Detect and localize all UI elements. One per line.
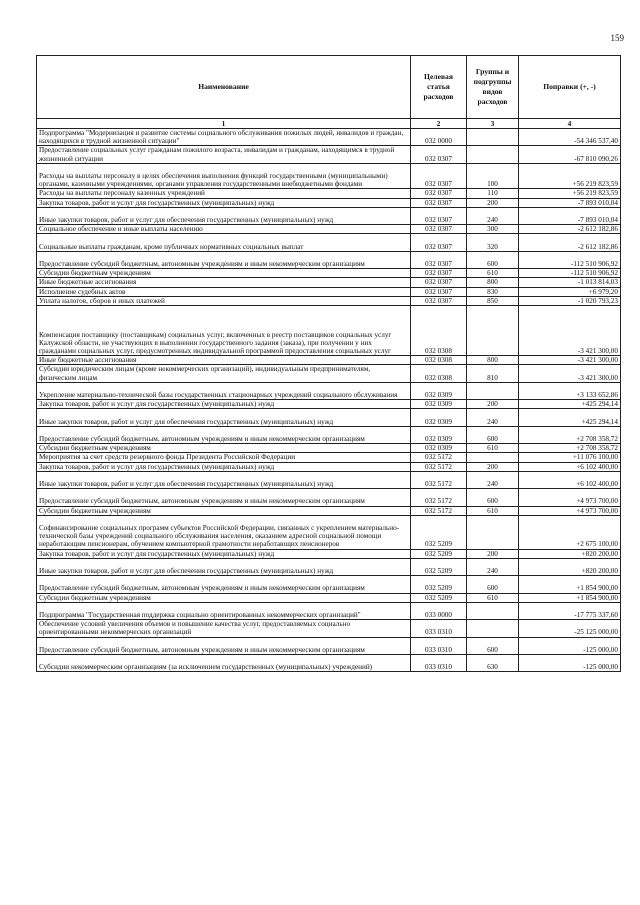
row-amount: +820 200,00 [519,549,621,558]
row-name: Предоставление субсидий бюджетным, автономным учреждениям и иным некоммерческим организациям [37,426,411,443]
row-group-code: 800 [467,278,519,287]
table-row [37,225,621,234]
row-amount: +56 219 823,59 [519,189,621,198]
table-row [37,129,621,146]
row-group-code [467,515,519,549]
row-target-code: 032 0307 [411,225,467,234]
row-target-code: 032 0307 [411,189,467,198]
row-amount: +2 708 358,72 [519,444,621,453]
row-name: Социальные выплаты гражданам, кроме публичных нормативных социальных выплат [37,234,411,251]
table-row [37,593,621,602]
row-name: Софинансирование социальных программ субъектов Российской Федерации, связанных с укреплением материально-технической базы учреждений социального обслуживания населения, оказанием адресной социальной помощи неработающим пенсионерам, обучением компьютерной грамотности неработающих пенсионеров [37,515,411,549]
row-group-code: 320 [467,234,519,251]
row-amount: +56 219 823,59 [519,163,621,189]
row-amount: -125 000,00 [519,637,621,654]
row-name: Расходы на выплаты персоналу казенных учреждений [37,189,411,198]
row-group-code: 800 [467,356,519,365]
row-group-code [467,382,519,399]
row-group-code: 610 [467,269,519,278]
table-row [37,207,621,224]
row-target-code: 032 0309 [411,409,467,426]
header-group: Группы и подгруппы видов расходов [467,56,519,119]
row-target-code: 032 0308 [411,365,467,382]
row-target-code: 032 0308 [411,306,467,356]
row-name: Закупка товаров, работ и услуг для государственных (муниципальных) нужд [37,462,411,471]
column-number: 4 [519,119,621,129]
table-row [37,489,621,506]
row-amount: -7 893 010,04 [519,207,621,224]
row-name: Расходы на выплаты персоналу в целях обеспечения выполнения функций государственными (муниципальными) органами, казенными учреждениями, органами управления государственными внебюджетными фондами [37,163,411,189]
row-amount: -2 612 182,86 [519,225,621,234]
row-target-code: 032 5172 [411,489,467,506]
column-number-row [37,119,621,129]
table-row [37,251,621,268]
row-group-code: 630 [467,654,519,671]
row-group-code: 810 [467,365,519,382]
row-target-code: 032 0307 [411,269,467,278]
row-target-code: 032 0307 [411,198,467,207]
table-row [37,409,621,426]
row-name: Обеспечение условий увеличения объемов и повышение качества услуг, предоставляемых социально ориентированными некоммерческих организаций [37,620,411,637]
table-row [37,287,621,296]
row-group-code: 600 [467,637,519,654]
row-amount: -1 013 814,03 [519,278,621,287]
row-target-code: 033 0310 [411,620,467,637]
table-row [37,654,621,671]
table-row [37,620,621,637]
table-row [37,382,621,399]
row-amount: +425 294,14 [519,400,621,409]
row-name: Субсидии бюджетным учреждениям [37,444,411,453]
row-name: Компенсация поставщику (поставщикам) социальных услуг, включенных в реестр поставщиков социальных услуг Калужской области, не участвующих в выполнении государственного задания (заказа), при получении у них гражданами социальных услуг, предусмотренных индивидуальной программой предоставления социальных услуг [37,306,411,356]
table-row [37,515,621,549]
row-target-code: 032 5172 [411,453,467,462]
table-row [37,356,621,365]
table-row [37,234,621,251]
row-group-code: 240 [467,207,519,224]
table-row [37,462,621,471]
row-target-code: 032 5209 [411,558,467,575]
table-row [37,146,621,163]
table-row [37,278,621,287]
row-amount: -7 893 010,04 [519,198,621,207]
row-group-code: 300 [467,225,519,234]
row-group-code [467,620,519,637]
row-amount: +1 854 900,00 [519,593,621,602]
row-amount: +3 133 652,86 [519,382,621,399]
row-amount: -54 346 537,40 [519,129,621,146]
row-name: Предоставление субсидий бюджетным, автономным учреждениям и иным некоммерческим организациям [37,637,411,654]
column-number: 3 [467,119,519,129]
row-name: Предоставление субсидий бюджетным, автономным учреждениям и иным некоммерческим организациям [37,576,411,593]
row-group-code: 610 [467,593,519,602]
header-target: Целевая статья расходов [411,56,467,119]
row-name: Субсидии бюджетным учреждениям [37,506,411,515]
row-amount: +6 102 400,00 [519,462,621,471]
row-group-code: 600 [467,251,519,268]
table-row [37,296,621,305]
row-amount: +2 675 100,00 [519,515,621,549]
row-name: Иные закупки товаров, работ и услуг для обеспечения государственных (муниципальных) нужд [37,409,411,426]
row-name: Предоставление субсидий бюджетным, автономным учреждениям и иным некоммерческим организациям [37,489,411,506]
row-target-code: 033 0000 [411,602,467,619]
row-amount: +4 973 700,00 [519,489,621,506]
table-row [37,400,621,409]
row-name: Субсидии бюджетным учреждениям [37,593,411,602]
row-amount: +6 979,20 [519,287,621,296]
row-group-code: 110 [467,189,519,198]
table-row [37,189,621,198]
table-row [37,163,621,189]
row-target-code: 032 5172 [411,462,467,471]
row-name: Предоставление социальных услуг гражданам пожилого возраста, инвалидам и гражданам, находящимся в трудной жизненной ситуации [37,146,411,163]
row-name: Социальное обеспечение и иные выплаты населению [37,225,411,234]
row-target-code: 032 0309 [411,382,467,399]
row-amount: -25 125 000,00 [519,620,621,637]
table-row [37,269,621,278]
row-target-code: 032 0307 [411,163,467,189]
row-target-code: 032 0307 [411,146,467,163]
row-target-code: 032 0307 [411,207,467,224]
row-target-code: 032 0309 [411,444,467,453]
row-target-code: 032 5172 [411,506,467,515]
column-number: 2 [411,119,467,129]
row-name: Уплата налогов, сборов и иных платежей [37,296,411,305]
table-row [37,602,621,619]
row-target-code: 032 0307 [411,287,467,296]
table-row [37,549,621,558]
row-group-code [467,129,519,146]
table-row [37,198,621,207]
row-name: Предоставление субсидий бюджетным, автономным учреждениям и иным некоммерческим организациям [37,251,411,268]
row-group-code: 830 [467,287,519,296]
table-row [37,471,621,488]
row-amount: +425 294,14 [519,409,621,426]
row-amount: -125 000,00 [519,654,621,671]
row-group-code [467,146,519,163]
row-target-code: 032 5209 [411,515,467,549]
row-group-code: 100 [467,163,519,189]
row-name: Укрепление материально-технической базы государственных стационарных учреждений социального обслуживания [37,382,411,399]
row-group-code: 240 [467,558,519,575]
table-row [37,306,621,356]
row-target-code: 032 5209 [411,576,467,593]
row-group-code: 610 [467,506,519,515]
table-row [37,444,621,453]
row-amount: +1 854 900,00 [519,576,621,593]
row-group-code [467,306,519,356]
row-target-code: 032 0307 [411,278,467,287]
row-name: Иные бюджетные ассигнования [37,278,411,287]
row-group-code: 600 [467,489,519,506]
row-amount: +6 102 400,00 [519,471,621,488]
header-amendment: Поправки (+, -) [519,56,621,119]
row-target-code: 032 0308 [411,356,467,365]
table-row [37,558,621,575]
row-group-code: 200 [467,198,519,207]
row-amount: -3 421 300,00 [519,365,621,382]
column-number: 1 [37,119,411,129]
row-group-code: 600 [467,426,519,443]
row-group-code [467,602,519,619]
row-amount: +4 973 700,00 [519,506,621,515]
row-target-code: 032 5209 [411,593,467,602]
row-amount: +820 200,00 [519,558,621,575]
row-amount: -2 612 182,86 [519,234,621,251]
row-group-code: 200 [467,462,519,471]
row-name: Подпрограмма "Модернизация и развитие системы социального обслуживания пожилых людей, инвалидов и граждан, находящихся в трудной жизненной ситуации" [37,129,411,146]
row-name: Исполнение судебных актов [37,287,411,296]
row-amount: -17 775 337,60 [519,602,621,619]
row-target-code: 033 0310 [411,654,467,671]
row-group-code: 240 [467,471,519,488]
row-name: Иные бюджетные ассигнования [37,356,411,365]
row-amount: -1 020 793,23 [519,296,621,305]
table-row [37,506,621,515]
row-name: Мероприятия за счет средств резервного фонда Президента Российской Федерации [37,453,411,462]
row-name: Иные закупки товаров, работ и услуг для обеспечения государственных (муниципальных) нужд [37,207,411,224]
row-amount: -112 510 906,92 [519,269,621,278]
row-group-code: 600 [467,576,519,593]
table-row [37,576,621,593]
table-row [37,637,621,654]
row-name: Иные закупки товаров, работ и услуг для обеспечения государственных (муниципальных) нужд [37,471,411,488]
row-name: Субсидии юридическим лицам (кроме некоммерческих организаций), индивидуальным предпринимателям, физическим лицам [37,365,411,382]
row-group-code: 610 [467,444,519,453]
row-name: Субсидии бюджетным учреждениям [37,269,411,278]
row-target-code: 032 0307 [411,234,467,251]
row-amount: -3 421 300,00 [519,356,621,365]
row-amount: -112 510 906,92 [519,251,621,268]
row-amount: +2 708 358,72 [519,426,621,443]
row-group-code: 850 [467,296,519,305]
row-group-code: 240 [467,409,519,426]
row-amount: -3 421 300,00 [519,306,621,356]
header-row [37,56,621,119]
row-target-code: 032 0000 [411,129,467,146]
table-row [37,453,621,462]
row-target-code: 033 0310 [411,637,467,654]
row-target-code: 032 0309 [411,426,467,443]
row-name: Подпрограмма "Государственная поддержка социально ориентированных некоммерческих организаций" [37,602,411,619]
header-name: Наименование [37,56,411,119]
row-target-code: 032 5209 [411,549,467,558]
row-name: Закупка товаров, работ и услуг для государственных (муниципальных) нужд [37,400,411,409]
row-name: Субсидии некоммерческим организациям (за исключением государственных (муниципальных) учреждений) [37,654,411,671]
table-row [37,426,621,443]
row-group-code [467,453,519,462]
table-row [37,365,621,382]
row-amount: -67 810 090,26 [519,146,621,163]
budget-table [36,55,621,672]
row-group-code: 200 [467,549,519,558]
row-target-code: 032 5172 [411,471,467,488]
row-target-code: 032 0309 [411,400,467,409]
page-number: 159 [610,33,624,43]
row-amount: +11 076 100,00 [519,453,621,462]
row-group-code: 200 [467,400,519,409]
row-target-code: 032 0307 [411,296,467,305]
row-name: Иные закупки товаров, работ и услуг для обеспечения государственных (муниципальных) нужд [37,558,411,575]
row-target-code: 032 0307 [411,251,467,268]
row-name: Закупка товаров, работ и услуг для государственных (муниципальных) нужд [37,198,411,207]
row-name: Закупка товаров, работ и услуг для государственных (муниципальных) нужд [37,549,411,558]
